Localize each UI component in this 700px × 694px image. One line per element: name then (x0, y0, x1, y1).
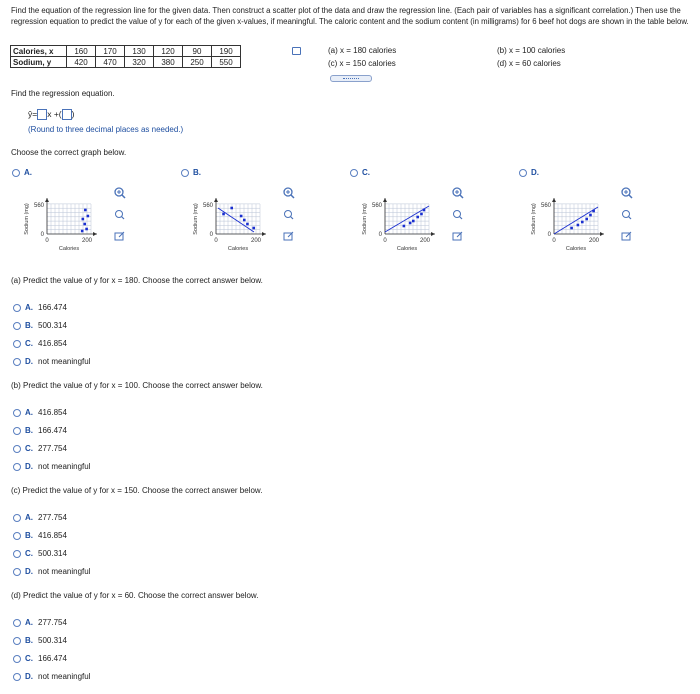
option-letter: D. (531, 168, 539, 177)
answer-option[interactable] (13, 567, 90, 576)
option-letter: C. (25, 654, 33, 663)
intercept-input[interactable] (62, 109, 72, 120)
table-cell: 160 (67, 46, 96, 57)
radio-button[interactable] (13, 532, 21, 540)
scatter-plot-d (519, 182, 659, 257)
question-prompt: (c) Predict the value of y for x = 150. Choose the correct answer below. (11, 486, 263, 495)
option-text: not meaningful (38, 462, 91, 471)
radio-button[interactable] (13, 409, 21, 417)
subpart-b: (b) x = 100 calories (497, 46, 566, 55)
table-cell: 90 (183, 46, 212, 57)
option-letter: B. (193, 168, 201, 177)
graph-option-c[interactable] (350, 168, 370, 177)
answer-option[interactable] (13, 408, 67, 417)
data-point (409, 222, 412, 225)
radio-button[interactable] (13, 322, 21, 330)
zoom-in-icon[interactable] (453, 188, 463, 198)
radio-button[interactable] (13, 514, 21, 522)
radio-button[interactable] (13, 637, 21, 645)
y-axis-label: Sodium (mg) (24, 203, 30, 235)
data-point (82, 218, 85, 221)
x-axis-label: Calories (58, 246, 80, 252)
graph-option-d[interactable] (519, 168, 539, 177)
radio-button[interactable] (13, 568, 21, 576)
data-point (240, 215, 243, 218)
y-tick-label: 560 (202, 203, 213, 209)
external-link-icon[interactable] (622, 232, 631, 240)
y-hat: ŷ (28, 109, 33, 119)
option-letter: A. (25, 618, 33, 627)
paren-close: ) (71, 109, 75, 119)
option-text: 166.474 (38, 303, 67, 312)
option-text: 277.754 (38, 618, 67, 627)
option-text: 416.854 (38, 531, 67, 540)
y-zero-label: 0 (547, 232, 551, 238)
radio-button[interactable] (13, 619, 21, 627)
option-text: 277.754 (38, 444, 67, 453)
option-letter: D. (25, 672, 33, 681)
y-zero-label: 0 (378, 232, 382, 238)
table-cell: 470 (96, 57, 125, 68)
zoom-out-icon[interactable] (454, 211, 463, 220)
data-point (81, 230, 84, 233)
answer-option[interactable] (13, 426, 67, 435)
radio-button[interactable] (13, 673, 21, 681)
graph-prompt: Choose the correct graph below. (11, 148, 127, 157)
data-point (416, 216, 419, 219)
table-cell: 320 (125, 57, 154, 68)
radio-button[interactable] (13, 304, 21, 312)
data-point (246, 223, 249, 226)
option-letter: B. (25, 636, 33, 645)
option-letter: A. (24, 168, 32, 177)
answer-option[interactable] (13, 549, 67, 558)
scatter-plot-b (181, 182, 321, 257)
x-tick-label: 200 (250, 238, 262, 244)
option-letter: C. (25, 339, 33, 348)
option-letter: A. (25, 408, 33, 417)
option-text: 500.314 (38, 549, 67, 558)
slope-input[interactable] (37, 109, 47, 120)
table-cell: 120 (154, 46, 183, 57)
answer-option[interactable] (13, 531, 67, 540)
data-point (85, 228, 88, 231)
subpart-d: (d) x = 60 calories (497, 59, 561, 68)
table-row-calories (11, 46, 241, 57)
zoom-in-icon[interactable] (115, 188, 125, 198)
data-point (581, 221, 584, 224)
radio-button[interactable] (519, 169, 527, 177)
table-row-sodium (11, 57, 241, 68)
table-cell: 380 (154, 57, 183, 68)
copy-table-icon[interactable] (292, 47, 301, 55)
answer-option[interactable] (13, 357, 90, 366)
x-axis-label: Calories (396, 246, 418, 252)
answer-option[interactable] (13, 444, 67, 453)
data-point (589, 214, 592, 217)
y-axis-label: Sodium (mg) (531, 203, 537, 235)
data-point (592, 210, 595, 213)
y-tick-label: 560 (33, 203, 44, 209)
data-point (403, 225, 406, 228)
radio-button[interactable] (350, 169, 358, 177)
x-zero-label: 0 (214, 238, 218, 244)
problem-statement: Find the equation of the regression line for the given data. Then construct a scatter plot of the data and draw the regression line. (Each pair of variables has a significant correlation.) Then use the regression equation to predict the value of y for each of the given x-values, if meaningful. The caloric content and the sodium content (in milligrams) for 6 beef hot dogs are shown in the table below. (11, 6, 689, 26)
x-axis-label: Calories (227, 246, 249, 252)
zoom-out-icon[interactable] (285, 211, 294, 220)
radio-button[interactable] (13, 340, 21, 348)
table-cell: 190 (212, 46, 241, 57)
answer-option[interactable] (13, 339, 67, 348)
option-letter: B. (25, 426, 33, 435)
option-letter: A. (25, 513, 33, 522)
option-letter: B. (25, 321, 33, 330)
option-text: 166.474 (38, 654, 67, 663)
table-header: Sodium, y (11, 57, 67, 68)
equals-sign: = (32, 109, 38, 119)
radio-button[interactable] (13, 427, 21, 435)
answer-option[interactable] (13, 672, 90, 681)
data-point (585, 218, 588, 221)
x-zero-label: 0 (552, 238, 556, 244)
y-axis-label: Sodium (mg) (193, 203, 199, 235)
option-letter: C. (362, 168, 370, 177)
answer-option[interactable] (13, 636, 67, 645)
answer-option[interactable] (13, 462, 90, 471)
scatter-plot-a (12, 182, 152, 257)
data-point (84, 209, 87, 212)
data-point (570, 227, 573, 230)
option-letter: B. (25, 531, 33, 540)
regression-equation (28, 109, 74, 120)
data-point (83, 223, 86, 226)
x-tick-label: 200 (588, 238, 600, 244)
zoom-in-icon[interactable] (622, 188, 632, 198)
external-link-icon[interactable] (284, 232, 293, 240)
option-text: 500.314 (38, 636, 67, 645)
data-point (577, 224, 580, 227)
answer-option[interactable] (13, 513, 67, 522)
option-letter: D. (25, 357, 33, 366)
radio-button[interactable] (13, 445, 21, 453)
table-header: Calories, x (11, 46, 67, 57)
x-zero-label: 0 (383, 238, 387, 244)
option-letter: A. (25, 303, 33, 312)
option-letter: C. (25, 444, 33, 453)
answer-option[interactable] (13, 654, 67, 663)
regression-line (385, 206, 429, 232)
data-point (230, 207, 233, 210)
data-point (412, 220, 415, 223)
option-letter: D. (25, 567, 33, 576)
subpart-a: (a) x = 180 calories (328, 46, 397, 55)
answer-option[interactable] (13, 321, 67, 330)
zoom-in-icon[interactable] (284, 188, 294, 198)
zoom-out-icon[interactable] (623, 211, 632, 220)
option-letter: C. (25, 549, 33, 558)
external-link-icon[interactable] (453, 232, 462, 240)
x-zero-label: 0 (45, 238, 49, 244)
radio-button[interactable] (13, 358, 21, 366)
expand-toggle[interactable] (330, 75, 372, 82)
data-point (243, 219, 246, 222)
x-tick-label: 200 (419, 238, 431, 244)
regression-prompt: Find the regression equation. (11, 89, 115, 98)
option-text: 416.854 (38, 339, 67, 348)
paren-open: ( (58, 109, 62, 119)
data-point (252, 227, 255, 230)
data-point (420, 213, 423, 216)
radio-button[interactable] (13, 655, 21, 663)
table-cell: 420 (67, 57, 96, 68)
x-tick-label: 200 (81, 238, 93, 244)
y-zero-label: 0 (209, 232, 213, 238)
y-axis-label: Sodium (mg) (362, 203, 368, 235)
table-cell: 250 (183, 57, 212, 68)
option-text: 277.754 (38, 513, 67, 522)
option-text: 416.854 (38, 408, 67, 417)
y-tick-label: 560 (540, 203, 551, 209)
answer-option[interactable] (13, 618, 67, 627)
graph-option-b[interactable] (181, 168, 201, 177)
option-text: 500.314 (38, 321, 67, 330)
option-text: not meaningful (38, 567, 91, 576)
table-cell: 130 (125, 46, 154, 57)
y-zero-label: 0 (40, 232, 44, 238)
table-cell: 550 (212, 57, 241, 68)
x-plus-text: x + (47, 109, 59, 119)
data-point (423, 209, 426, 212)
answer-option[interactable] (13, 303, 67, 312)
option-text: not meaningful (38, 672, 91, 681)
external-link-icon[interactable] (115, 232, 124, 240)
option-letter: D. (25, 462, 33, 471)
zoom-out-icon[interactable] (116, 211, 125, 220)
radio-button[interactable] (13, 550, 21, 558)
data-table (10, 45, 241, 68)
data-point (87, 215, 90, 218)
question-prompt: (a) Predict the value of y for x = 180. Choose the correct answer below. (11, 276, 263, 285)
table-cell: 170 (96, 46, 125, 57)
radio-button[interactable] (181, 169, 189, 177)
rounding-note: (Round to three decimal places as needed.) (28, 125, 184, 134)
subpart-c: (c) x = 150 calories (328, 59, 396, 68)
option-text: not meaningful (38, 357, 91, 366)
y-tick-label: 560 (371, 203, 382, 209)
radio-button[interactable] (12, 169, 20, 177)
question-prompt: (d) Predict the value of y for x = 60. Choose the correct answer below. (11, 591, 259, 600)
graph-option-a[interactable] (12, 168, 32, 177)
scatter-plot-c (350, 182, 490, 257)
option-text: 166.474 (38, 426, 67, 435)
x-axis-label: Calories (565, 246, 587, 252)
question-prompt: (b) Predict the value of y for x = 100. Choose the correct answer below. (11, 381, 263, 390)
data-point (222, 213, 225, 216)
radio-button[interactable] (13, 463, 21, 471)
